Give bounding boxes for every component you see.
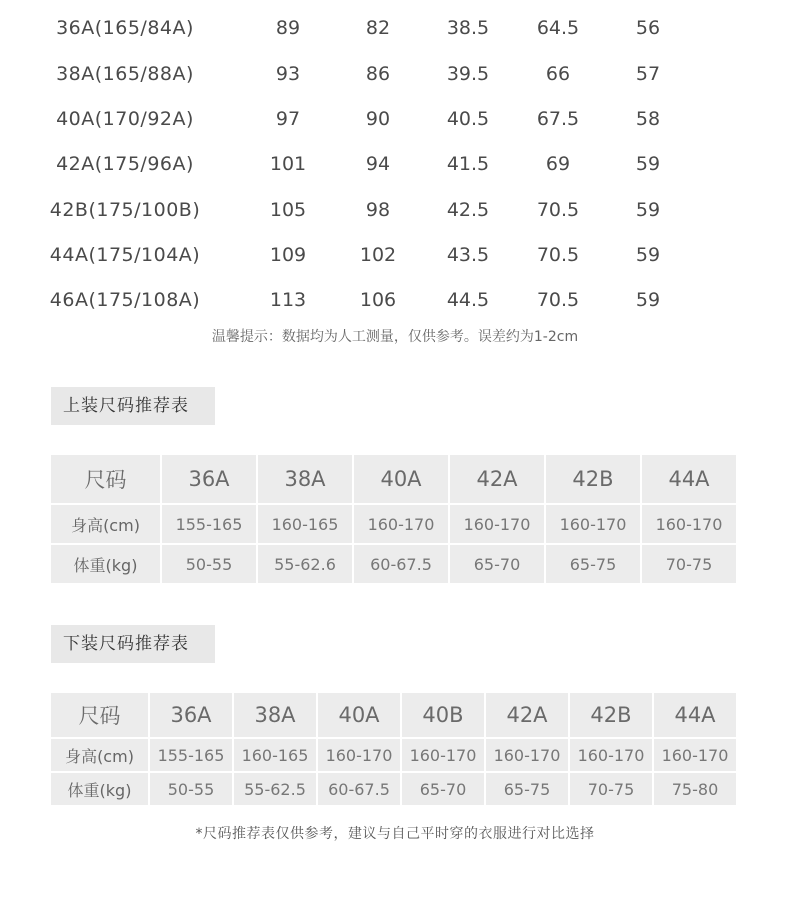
size-header: 40A (318, 693, 400, 737)
value-cell: 89 (275, 17, 301, 39)
footnote: *尺码推荐表仅供参考，建议与自己平时穿的衣服进行对比选择 (195, 826, 595, 842)
value-cell: 93 (275, 63, 301, 85)
height-cell: 160-170 (654, 739, 736, 771)
size-header: 40B (402, 693, 484, 737)
height-cell: 160-170 (450, 505, 544, 543)
value-cell: 101 (269, 153, 307, 175)
value-cell: 113 (269, 289, 307, 311)
weight-cell: 65-75 (546, 545, 640, 583)
size-cell: 44A(175/104A) (49, 244, 201, 266)
value-cell: 90 (365, 108, 391, 130)
size-cell: 36A(165/84A) (56, 17, 194, 39)
size-header: 36A (150, 693, 232, 737)
value-cell: 57 (635, 63, 661, 85)
size-header-label: 尺码 (51, 693, 148, 737)
weight-cell: 60-67.5 (354, 545, 448, 583)
weight-cell: 75-80 (654, 773, 736, 805)
size-header-label: 尺码 (51, 455, 160, 503)
value-cell: 66 (545, 63, 571, 85)
value-cell: 39.5 (446, 63, 490, 85)
size-header: 44A (642, 455, 736, 503)
table-row (0, 8, 790, 48)
value-cell: 56 (635, 17, 661, 39)
weight-cell: 70-75 (570, 773, 652, 805)
measurement-tip: 温馨提示：数据均为人工测量，仅供参考。误差约为1-2cm (211, 329, 579, 345)
size-cell: 40A(170/92A) (56, 108, 194, 130)
size-cell: 38A(165/88A) (56, 63, 194, 85)
height-cell: 160-170 (354, 505, 448, 543)
bottom-size-title: 下装尺码推荐表 (51, 625, 215, 663)
height-cell: 155-165 (150, 739, 232, 771)
height-cell: 160-170 (402, 739, 484, 771)
table-row (51, 455, 736, 503)
value-cell: 59 (635, 289, 661, 311)
bottom-size-table (49, 691, 738, 807)
weight-cell: 60-67.5 (318, 773, 400, 805)
value-cell: 58 (635, 108, 661, 130)
value-cell: 82 (365, 17, 391, 39)
value-cell: 40.5 (446, 108, 490, 130)
value-cell: 97 (275, 108, 301, 130)
weight-cell: 65-70 (450, 545, 544, 583)
size-header: 42A (450, 455, 544, 503)
size-header: 40A (354, 455, 448, 503)
value-cell: 42.5 (446, 199, 490, 221)
height-label: 身高(cm) (51, 505, 160, 543)
size-header: 44A (654, 693, 736, 737)
size-header: 42B (570, 693, 652, 737)
height-cell: 160-165 (258, 505, 352, 543)
table-row (0, 54, 790, 94)
value-cell: 59 (635, 244, 661, 266)
value-cell: 70.5 (536, 289, 580, 311)
weight-cell: 65-75 (486, 773, 568, 805)
table-row (51, 545, 736, 583)
value-cell: 102 (359, 244, 397, 266)
value-cell: 69 (545, 153, 571, 175)
weight-cell: 70-75 (642, 545, 736, 583)
table-row (0, 144, 790, 184)
table-row (51, 505, 736, 543)
table-row (51, 693, 736, 737)
size-header: 42B (546, 455, 640, 503)
value-cell: 86 (365, 63, 391, 85)
size-header: 36A (162, 455, 256, 503)
size-header: 42A (486, 693, 568, 737)
value-cell: 70.5 (536, 244, 580, 266)
weight-cell: 55-62.5 (234, 773, 316, 805)
value-cell: 94 (365, 153, 391, 175)
value-cell: 44.5 (446, 289, 490, 311)
value-cell: 70.5 (536, 199, 580, 221)
table-row (0, 280, 790, 320)
weight-cell: 50-55 (150, 773, 232, 805)
height-label: 身高(cm) (51, 739, 148, 771)
weight-cell: 55-62.6 (258, 545, 352, 583)
weight-cell: 50-55 (162, 545, 256, 583)
value-cell: 59 (635, 199, 661, 221)
value-cell: 98 (365, 199, 391, 221)
weight-label: 体重(kg) (51, 545, 160, 583)
size-cell: 46A(175/108A) (49, 289, 201, 311)
value-cell: 105 (269, 199, 307, 221)
height-cell: 155-165 (162, 505, 256, 543)
weight-label: 体重(kg) (51, 773, 148, 805)
value-cell: 109 (269, 244, 307, 266)
value-cell: 67.5 (536, 108, 580, 130)
value-cell: 64.5 (536, 17, 580, 39)
size-header: 38A (234, 693, 316, 737)
height-cell: 160-165 (234, 739, 316, 771)
value-cell: 38.5 (446, 17, 490, 39)
size-header: 38A (258, 455, 352, 503)
height-cell: 160-170 (642, 505, 736, 543)
weight-cell: 65-70 (402, 773, 484, 805)
top-size-title: 上装尺码推荐表 (51, 387, 215, 425)
height-cell: 160-170 (486, 739, 568, 771)
value-cell: 59 (635, 153, 661, 175)
top-size-table (49, 453, 738, 585)
table-row (0, 235, 790, 275)
table-row (51, 773, 736, 805)
table-row (0, 190, 790, 230)
size-cell: 42A(175/96A) (56, 153, 194, 175)
height-cell: 160-170 (570, 739, 652, 771)
table-row (51, 739, 736, 771)
height-cell: 160-170 (318, 739, 400, 771)
size-cell: 42B(175/100B) (49, 199, 201, 221)
value-cell: 106 (359, 289, 397, 311)
value-cell: 43.5 (446, 244, 490, 266)
table-row (0, 99, 790, 139)
height-cell: 160-170 (546, 505, 640, 543)
value-cell: 41.5 (446, 153, 490, 175)
